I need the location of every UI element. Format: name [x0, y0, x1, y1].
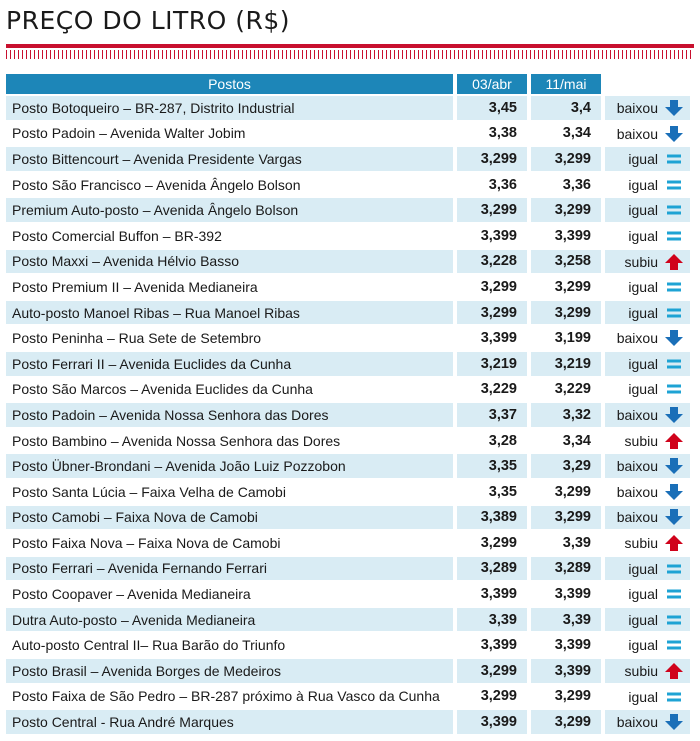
- arrow-down-icon: [664, 713, 684, 731]
- status-label: subiu: [624, 432, 658, 449]
- price-date-1: 3,36: [457, 173, 527, 197]
- status-cell: [605, 633, 690, 657]
- equal-icon: [664, 380, 684, 398]
- status-label: igual: [628, 560, 658, 577]
- status-cell: [605, 275, 690, 299]
- equal-icon: [664, 150, 684, 168]
- station-name: Posto Ferrari – Avenida Fernando Ferrari: [6, 557, 453, 581]
- status-label: igual: [628, 688, 658, 705]
- status-label: igual: [628, 151, 658, 168]
- status-label: baixou: [616, 125, 658, 142]
- status-label: baixou: [616, 483, 658, 500]
- station-name: Premium Auto-posto – Avenida Ângelo Bolson: [6, 198, 453, 222]
- price-date-1: 3,289: [457, 557, 527, 581]
- table-row: [6, 454, 690, 478]
- station-name: Posto Botoqueiro – BR-287, Distrito Industrial: [6, 96, 453, 120]
- table-row: [6, 173, 690, 197]
- station-name: Posto Comercial Buffon – BR-392: [6, 224, 453, 248]
- table-row: [6, 582, 690, 606]
- price-date-2: 3,299: [531, 480, 601, 504]
- arrow-down-icon: [664, 125, 684, 143]
- price-date-2: 3,299: [531, 710, 601, 734]
- station-name: Posto Peninha – Rua Sete de Setembro: [6, 326, 453, 350]
- price-date-2: 3,219: [531, 352, 601, 376]
- price-date-2: 3,299: [531, 147, 601, 171]
- price-date-1: 3,389: [457, 506, 527, 530]
- price-date-1: 3,38: [457, 122, 527, 146]
- price-date-2: 3,299: [531, 198, 601, 222]
- price-date-2: 3,299: [531, 506, 601, 530]
- price-date-2: 3,29: [531, 454, 601, 478]
- price-date-1: 3,299: [457, 147, 527, 171]
- price-date-1: 3,45: [457, 96, 527, 120]
- station-name: Posto São Francisco – Avenida Ângelo Bolson: [6, 173, 453, 197]
- header-date-2: 11/mai: [531, 74, 601, 94]
- status-cell: [605, 582, 690, 606]
- station-name: Posto Brasil – Avenida Borges de Medeiros: [6, 659, 453, 683]
- price-date-1: 3,35: [457, 480, 527, 504]
- station-name: Posto Ferrari II – Avenida Euclides da Cunha: [6, 352, 453, 376]
- status-cell: [605, 250, 690, 274]
- station-name: Posto Santa Lúcia – Faixa Velha de Camobi: [6, 480, 453, 504]
- table-row: [6, 480, 690, 504]
- price-date-2: 3,34: [531, 429, 601, 453]
- status-cell: [605, 557, 690, 581]
- price-table: [6, 72, 690, 736]
- price-date-1: 3,299: [457, 198, 527, 222]
- table-row: [6, 147, 690, 171]
- price-date-2: 3,289: [531, 557, 601, 581]
- price-date-1: 3,28: [457, 429, 527, 453]
- table-header-row: [6, 74, 690, 94]
- status-cell: [605, 710, 690, 734]
- price-date-1: 3,299: [457, 659, 527, 683]
- arrow-down-icon: [664, 483, 684, 501]
- header-stations: Postos: [6, 74, 453, 94]
- table-row: [6, 96, 690, 120]
- price-date-1: 3,399: [457, 582, 527, 606]
- status-label: igual: [628, 176, 658, 193]
- status-cell: [605, 378, 690, 402]
- price-date-1: 3,39: [457, 608, 527, 632]
- status-cell: [605, 352, 690, 376]
- equal-icon: [664, 611, 684, 629]
- status-cell: [605, 685, 690, 709]
- equal-icon: [664, 585, 684, 603]
- price-date-2: 3,32: [531, 403, 601, 427]
- price-date-2: 3,229: [531, 378, 601, 402]
- arrow-down-icon: [664, 329, 684, 347]
- price-date-2: 3,299: [531, 301, 601, 325]
- status-label: igual: [628, 279, 658, 296]
- page-title: PREÇO DO LITRO (R$): [6, 6, 291, 35]
- table-row: [6, 275, 690, 299]
- price-date-1: 3,399: [457, 326, 527, 350]
- status-label: baixou: [616, 407, 658, 424]
- price-date-2: 3,399: [531, 582, 601, 606]
- table-row: [6, 122, 690, 146]
- table-row: [6, 403, 690, 427]
- equal-icon: [664, 304, 684, 322]
- status-cell: [605, 608, 690, 632]
- table-row: [6, 685, 690, 709]
- table-row: [6, 608, 690, 632]
- station-name: Posto Faixa de São Pedro – BR-287 próximo à Rua Vasco da Cunha: [6, 685, 453, 709]
- price-date-2: 3,399: [531, 633, 601, 657]
- status-cell: [605, 96, 690, 120]
- status-cell: [605, 454, 690, 478]
- status-label: baixou: [616, 99, 658, 116]
- table-row: [6, 378, 690, 402]
- status-label: subiu: [624, 253, 658, 270]
- status-cell: [605, 173, 690, 197]
- equal-icon: [664, 176, 684, 194]
- arrow-up-icon: [664, 662, 684, 680]
- price-date-1: 3,228: [457, 250, 527, 274]
- table-row: [6, 633, 690, 657]
- arrow-up-icon: [664, 432, 684, 450]
- station-name: Posto São Marcos – Avenida Euclides da Cunha: [6, 378, 453, 402]
- equal-icon: [664, 560, 684, 578]
- price-date-2: 3,258: [531, 250, 601, 274]
- status-label: baixou: [616, 458, 658, 475]
- status-label: igual: [628, 304, 658, 321]
- equal-icon: [664, 201, 684, 219]
- status-label: baixou: [616, 509, 658, 526]
- status-cell: [605, 326, 690, 350]
- status-cell: [605, 122, 690, 146]
- status-label: baixou: [616, 714, 658, 731]
- price-date-1: 3,299: [457, 531, 527, 555]
- station-name: Posto Maxxi – Avenida Hélvio Basso: [6, 250, 453, 274]
- status-cell: [605, 659, 690, 683]
- price-date-2: 3,4: [531, 96, 601, 120]
- equal-icon: [664, 636, 684, 654]
- status-cell: [605, 224, 690, 248]
- price-date-1: 3,35: [457, 454, 527, 478]
- status-cell: [605, 506, 690, 530]
- table-row: [6, 352, 690, 376]
- price-date-2: 3,34: [531, 122, 601, 146]
- status-cell: [605, 531, 690, 555]
- status-label: igual: [628, 611, 658, 628]
- station-name: Posto Premium II – Avenida Medianeira: [6, 275, 453, 299]
- price-date-1: 3,399: [457, 710, 527, 734]
- price-date-1: 3,299: [457, 301, 527, 325]
- status-cell: [605, 147, 690, 171]
- equal-icon: [664, 278, 684, 296]
- status-label: igual: [628, 586, 658, 603]
- status-cell: [605, 429, 690, 453]
- station-name: Posto Camobi – Faixa Nova de Camobi: [6, 506, 453, 530]
- station-name: Posto Padoin – Avenida Walter Jobim: [6, 122, 453, 146]
- arrow-down-icon: [664, 99, 684, 117]
- table-row: [6, 198, 690, 222]
- price-date-2: 3,39: [531, 531, 601, 555]
- station-name: Auto-posto Manoel Ribas – Rua Manoel Ribas: [6, 301, 453, 325]
- station-name: Posto Übner-Brondani – Avenida João Luiz Pozzobon: [6, 454, 453, 478]
- equal-icon: [664, 227, 684, 245]
- table-row: [6, 224, 690, 248]
- price-date-1: 3,399: [457, 633, 527, 657]
- status-label: subiu: [624, 535, 658, 552]
- status-cell: [605, 480, 690, 504]
- status-cell: [605, 198, 690, 222]
- status-label: igual: [628, 381, 658, 398]
- price-date-1: 3,299: [457, 685, 527, 709]
- price-date-1: 3,219: [457, 352, 527, 376]
- arrow-up-icon: [664, 253, 684, 271]
- equal-icon: [664, 688, 684, 706]
- station-name: Posto Faixa Nova – Faixa Nova de Camobi: [6, 531, 453, 555]
- status-label: igual: [628, 202, 658, 219]
- table-row: [6, 557, 690, 581]
- station-name: Posto Bittencourt – Avenida Presidente Vargas: [6, 147, 453, 171]
- table-row: [6, 301, 690, 325]
- arrow-down-icon: [664, 508, 684, 526]
- table-row: [6, 326, 690, 350]
- table-row: [6, 506, 690, 530]
- arrow-down-icon: [664, 406, 684, 424]
- station-name: Dutra Auto-posto – Avenida Medianeira: [6, 608, 453, 632]
- price-date-1: 3,299: [457, 275, 527, 299]
- station-name: Posto Coopaver – Avenida Medianeira: [6, 582, 453, 606]
- table-row: [6, 710, 690, 734]
- header-status-blank: [605, 74, 690, 94]
- table-row: [6, 659, 690, 683]
- price-date-2: 3,299: [531, 275, 601, 299]
- title-hatch-rule: [6, 50, 694, 59]
- title-rule: [6, 44, 694, 48]
- status-cell: [605, 403, 690, 427]
- price-date-2: 3,299: [531, 685, 601, 709]
- price-date-2: 3,199: [531, 326, 601, 350]
- arrow-up-icon: [664, 534, 684, 552]
- price-date-1: 3,37: [457, 403, 527, 427]
- price-date-1: 3,229: [457, 378, 527, 402]
- price-date-2: 3,399: [531, 224, 601, 248]
- station-name: Posto Central - Rua André Marques: [6, 710, 453, 734]
- status-cell: [605, 301, 690, 325]
- table-row: [6, 429, 690, 453]
- station-name: Posto Bambino – Avenida Nossa Senhora das Dores: [6, 429, 453, 453]
- price-date-2: 3,399: [531, 659, 601, 683]
- equal-icon: [664, 355, 684, 373]
- station-name: Auto-posto Central II– Rua Barão do Triunfo: [6, 633, 453, 657]
- header-date-1: 03/abr: [457, 74, 527, 94]
- status-label: igual: [628, 637, 658, 654]
- status-label: baixou: [616, 330, 658, 347]
- table-row: [6, 531, 690, 555]
- status-label: igual: [628, 355, 658, 372]
- price-date-1: 3,399: [457, 224, 527, 248]
- status-label: subiu: [624, 663, 658, 679]
- station-name: Posto Padoin – Avenida Nossa Senhora das Dores: [6, 403, 453, 427]
- arrow-down-icon: [664, 457, 684, 475]
- price-date-2: 3,36: [531, 173, 601, 197]
- price-date-2: 3,39: [531, 608, 601, 632]
- table-row: [6, 250, 690, 274]
- status-label: igual: [628, 227, 658, 244]
